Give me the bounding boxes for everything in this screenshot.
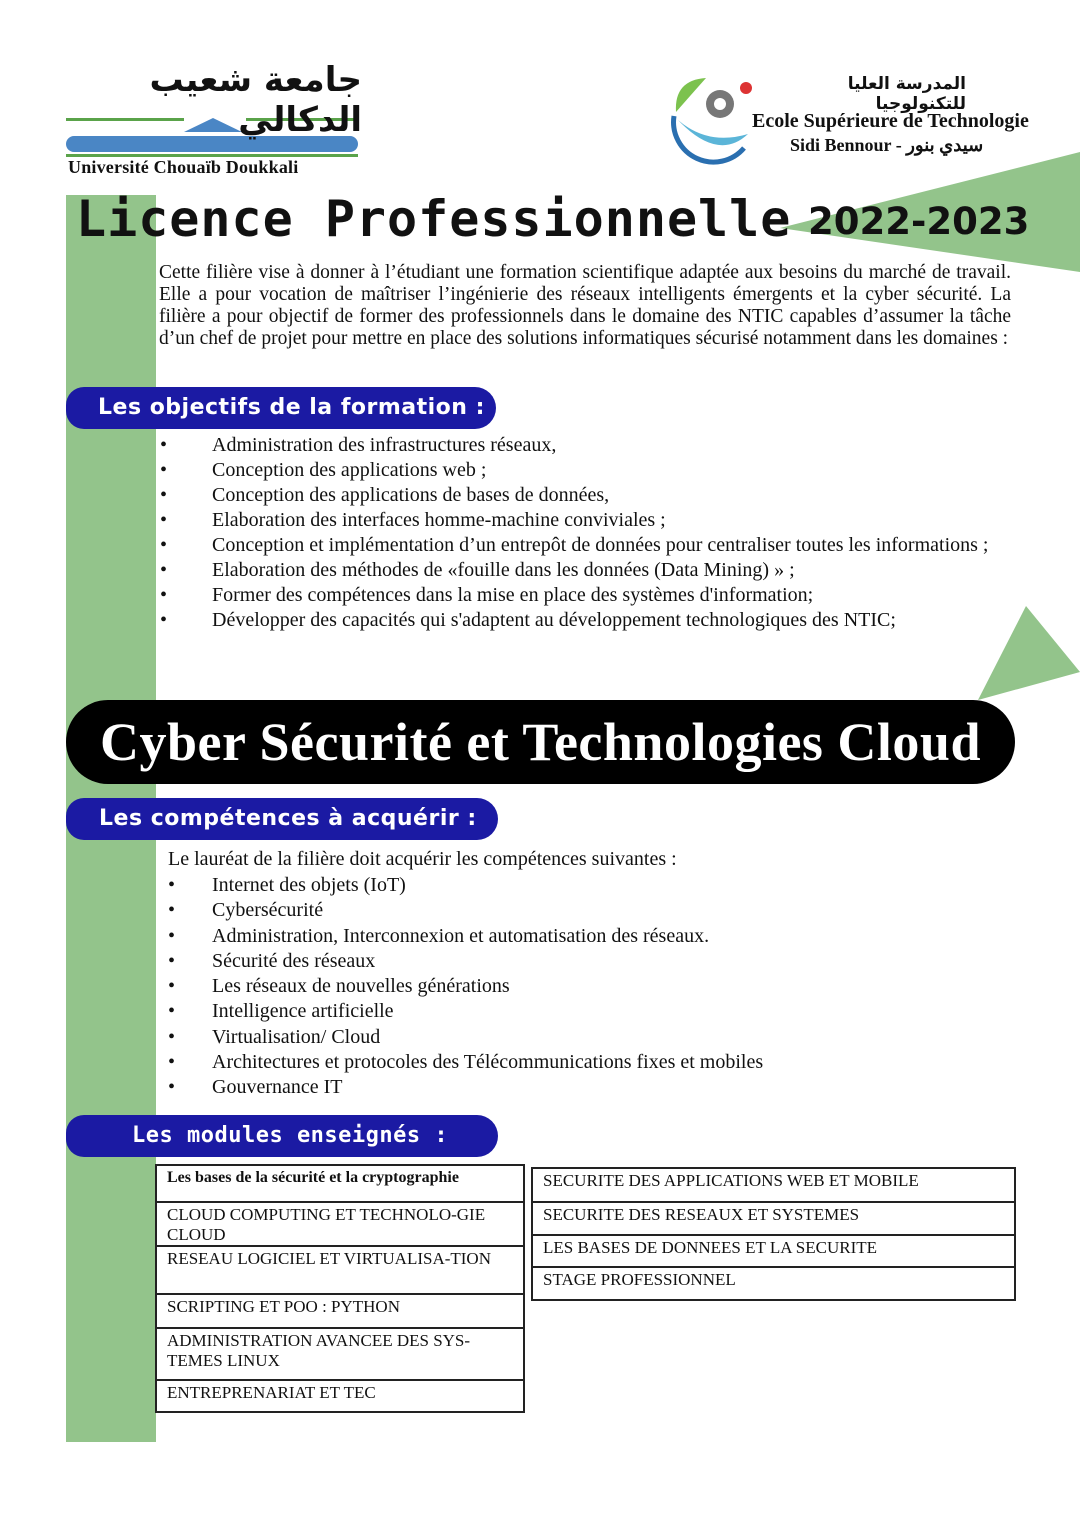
list-item: • Administration, Interconnexion et automatisation des réseaux.	[168, 924, 868, 949]
module-cell: SECURITE DES RESEAUX ET SYSTEMES	[533, 1203, 1014, 1236]
objectifs-heading: Les objectifs de la formation :	[66, 387, 496, 429]
competences-list	[168, 873, 868, 1101]
competences-intro: Le lauréat de la filière doit acquérir les compétences suivantes :	[168, 848, 677, 870]
list-item: • Former des compétences dans la mise en place des systèmes d'information;	[160, 584, 1010, 607]
university-arabic-name: جامعة شعيب الدكالي	[149, 60, 362, 140]
school-arabic-name: المدرسة العليا للتكنولوجيا	[847, 74, 966, 114]
competences-heading: Les compétences à acquérir :	[66, 798, 498, 840]
list-item: • Administration des infrastructures réseaux,	[160, 434, 1010, 457]
list-item: • Architectures et protocoles des Télécommunications fixes et mobiles	[168, 1050, 868, 1075]
modules-heading: Les modules enseignés :	[66, 1115, 498, 1157]
academic-year: 2022-2023	[808, 200, 1030, 243]
module-cell: CLOUD COMPUTING ET TECHNOLO-GIE CLOUD	[157, 1203, 523, 1247]
school-city: Sidi Bennour - سيدي بنور	[790, 135, 984, 155]
module-cell: STAGE PROFESSIONNEL	[543, 1270, 736, 1289]
program-name-banner: Cyber Sécurité et Technologies Cloud	[66, 700, 1015, 784]
module-cell: ADMINISTRATION AVANCEE DES SYS-TEMES LINUX	[157, 1329, 523, 1381]
school-name: Ecole Supérieure de Technologie	[752, 110, 1029, 132]
school-logo	[668, 76, 758, 166]
list-item: • Internet des objets (IoT)	[168, 873, 868, 898]
list-item: • Sécurité des réseaux	[168, 949, 868, 974]
module-cell: LES BASES DE DONNEES ET LA SECURITE	[533, 1236, 1014, 1268]
list-item: • Gouvernance IT	[168, 1075, 868, 1100]
list-item: • Elaboration des interfaces homme-machine conviviales ;	[160, 509, 1010, 532]
module-cell: ENTREPRENARIAT ET TEC	[167, 1383, 376, 1402]
list-item: • Intelligence artificielle	[168, 999, 868, 1024]
list-item: • Développer des capacités qui s'adaptent au développement technologiques des NTIC;	[160, 609, 1010, 632]
module-cell: SCRIPTING ET POO : PYTHON	[157, 1295, 523, 1329]
objectifs-list	[160, 434, 1010, 634]
module-cell: RESEAU LOGICIEL ET VIRTUALISA-TION	[157, 1247, 523, 1295]
list-item: • Virtualisation/ Cloud	[168, 1025, 868, 1050]
module-cell: Les bases de la sécurité et la cryptographie	[157, 1166, 523, 1203]
list-item: • Les réseaux de nouvelles générations	[168, 974, 868, 999]
list-item: • Cybersécurité	[168, 898, 868, 923]
university-name: Université Chouaïb Doukkali	[68, 157, 299, 177]
list-item: • Conception et implémentation d’un entrepôt de données pour centraliser toutes les informations ;	[160, 534, 1010, 557]
module-cell: SECURITE DES APPLICATIONS WEB ET MOBILE	[533, 1169, 1014, 1203]
modules-table-right	[531, 1167, 1016, 1301]
intro-paragraph: Cette filière vise à donner à l’étudiant une formation scientifique adaptée aux besoins du marché de travail. Elle a pour vocation de maîtriser l’ingénierie des réseaux intelligents émergents et la cyber sécurité. La filière a pour objectif de former des professionnels dans le domaine des NTIC capables d’assumer la tâche d’un chef de projet pour mettre en place des solutions informatiques sécurisé notamment dans les domaines :	[159, 262, 1011, 349]
modules-table-left	[155, 1164, 525, 1413]
page-title: Licence Professionnelle	[76, 190, 792, 248]
list-item: • Elaboration des méthodes de «fouille dans les données (Data Mining) » ;	[160, 559, 1010, 582]
list-item: • Conception des applications de bases de données,	[160, 484, 1010, 507]
list-item: • Conception des applications web ;	[160, 459, 1010, 482]
